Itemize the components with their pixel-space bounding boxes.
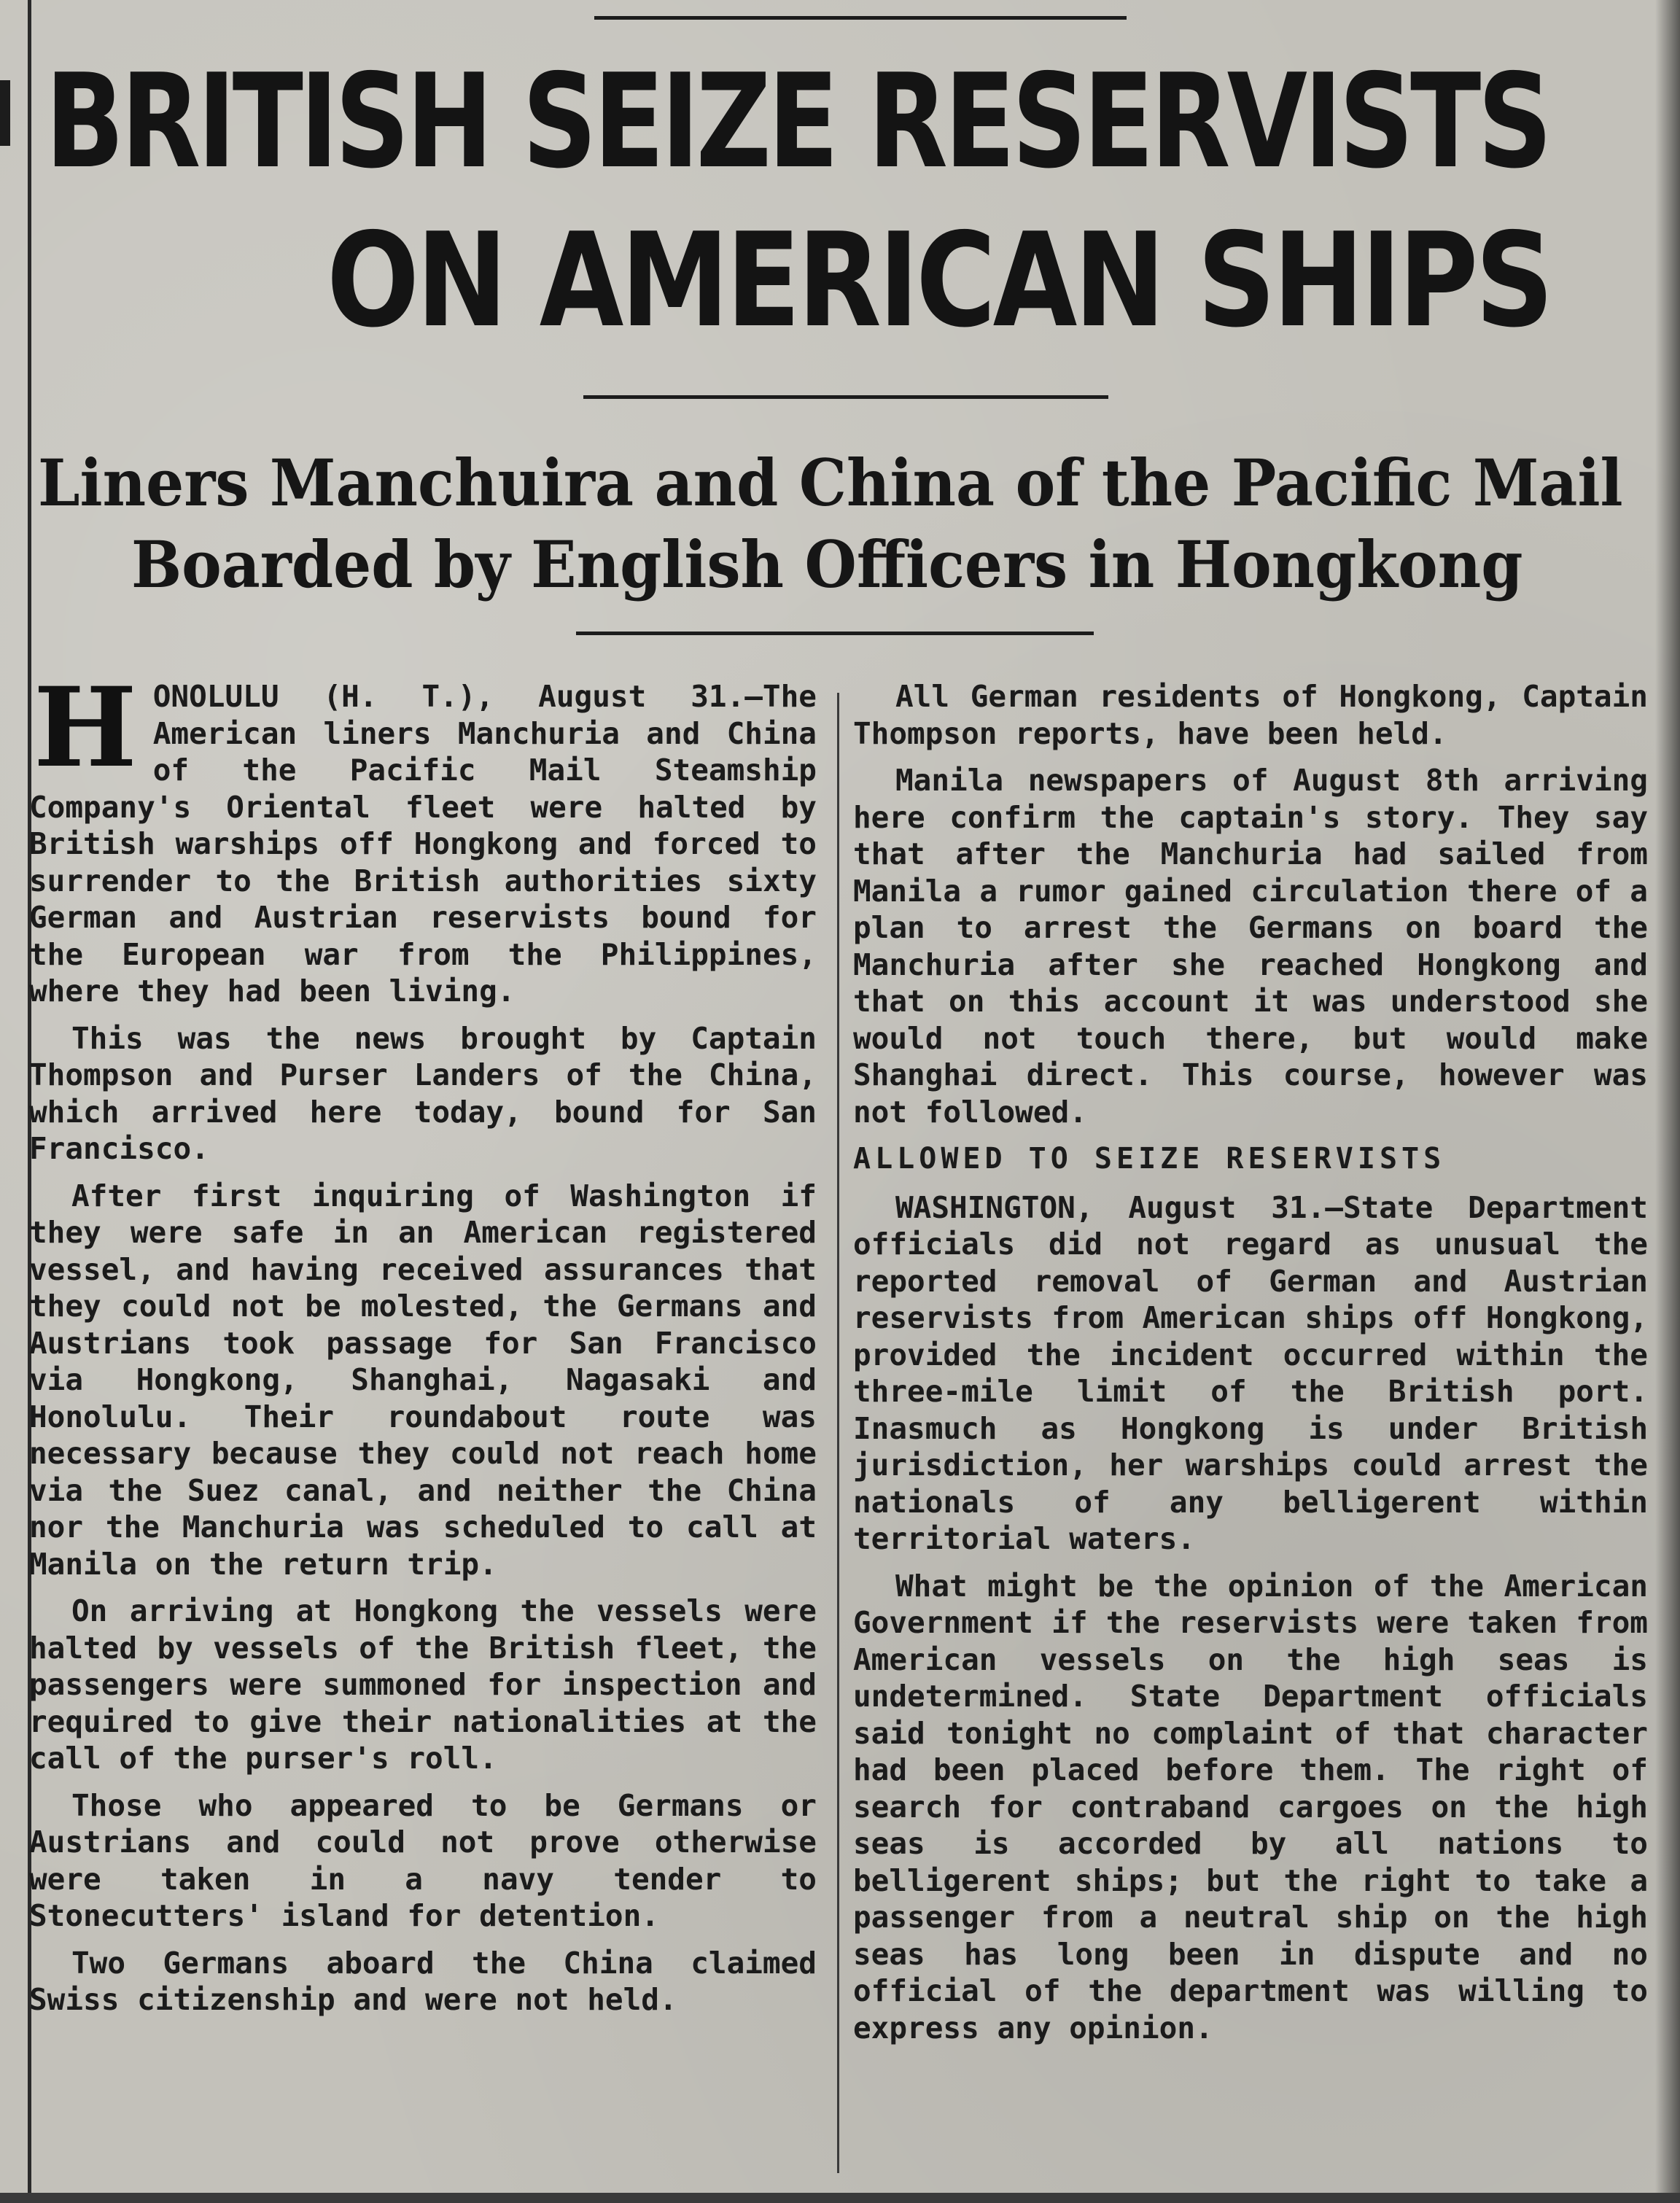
headline-line-2: ON AMERICAN SHIPS — [327, 205, 1551, 356]
article-paragraph: WASHINGTON, August 31.—State Department officials did not regard as unusual the reported removal of German and Austrian reservists from American ships off Hongkong, provided the incident occurred within the three-mile limit of the British port. Inasmuch as Hongkong is under British jurisdiction, her warships could arrest the nationals of any belligerent within territorial waters. — [853, 1189, 1648, 1556]
subhead-line-2: Boarded by English Officers in Hongkong — [131, 527, 1523, 602]
article-paragraph: Those who appeared to be Germans or Austrians and could not prove otherwise were taken in a navy tender to Stonecutters' island for detention. — [29, 1787, 817, 1933]
bottom-rule — [0, 2193, 1680, 2203]
paragraph-text: ONOLULU (H. T.), August 31.—The American liners Manchuria and China of the Pacific Mail Steamship Company's Oriental fleet were halted by British warships off Hongkong and forced to surrender to the British authorities sixty German and Austrian reservists bound for the European war from the Philippines, where they had been living. — [29, 679, 817, 1009]
article-paragraph: After first inquiring of Washington if they were safe in an American registered vessel, and having received assurances that they could not be molested, the Germans and Austrians took passage for San Francisco via Hongkong, Shanghai, Nagasaki and Honolulu. Their roundabout route was necessary because they could not reach home via the Suez canal, and neither the China nor the Manchuria was scheduled to call at Manila on the return trip. — [29, 1178, 817, 1582]
article-paragraph: This was the news brought by Captain Thompson and Purser Landers of the China, which arrived here today, bound for San Francisco. — [29, 1020, 817, 1166]
headline-line-1: BRITISH SEIZE RESERVISTS — [45, 46, 1549, 197]
article-paragraph: All German residents of Hongkong, Captain Thompson reports, have been held. — [853, 679, 1648, 751]
article-paragraph: On arriving at Hongkong the vessels were halted by vessels of the British fleet, the passengers were summoned for inspection and required to give their nationalities at the call of the purser's roll. — [29, 1593, 817, 1776]
subhead-divider — [576, 632, 1094, 635]
article-paragraph: Manila newspapers of August 8th arriving here confirm the captain's story. They say that after the Manchuria had sailed from Manila a rumor gained circulation there of a plan to arrest the Germans on board the Manchuria after she reached Hongkong and that on this account it was understood she would not touch there, but would make Shanghai direct. This course, however was not followed. — [853, 763, 1648, 1130]
section-subheading: ALLOWED TO SEIZE RESERVISTS — [853, 1142, 1446, 1176]
article-right-column — [853, 678, 1648, 2056]
article-left-column — [29, 664, 817, 2029]
article-paragraph: What might be the opinion of the American Government if the reservists were taken from American vessels on the high seas is undetermined. State Department officials said tonight no complaint of that character had been placed before them. The right of search for contraband cargoes on the high seas is accorded by all nations to belligerent ships; but the right to take a passenger from a neutral ship on the high seas has long been in dispute and no official of the department was willing to express any opinion. — [853, 1568, 1648, 2045]
page-edge-mark — [0, 80, 10, 146]
headline-divider — [583, 395, 1108, 399]
page-edge-shadow — [1655, 0, 1680, 2203]
top-rule — [594, 16, 1127, 20]
article-paragraph: Two Germans aboard the China claimed Swiss citizenship and were not held. — [29, 1945, 817, 2017]
subhead-line-1: Liners Manchuira and China of the Pacific Mail — [38, 445, 1623, 521]
drop-cap: H — [34, 664, 137, 792]
column-divider — [837, 693, 839, 2173]
article-paragraph — [29, 664, 817, 1010]
